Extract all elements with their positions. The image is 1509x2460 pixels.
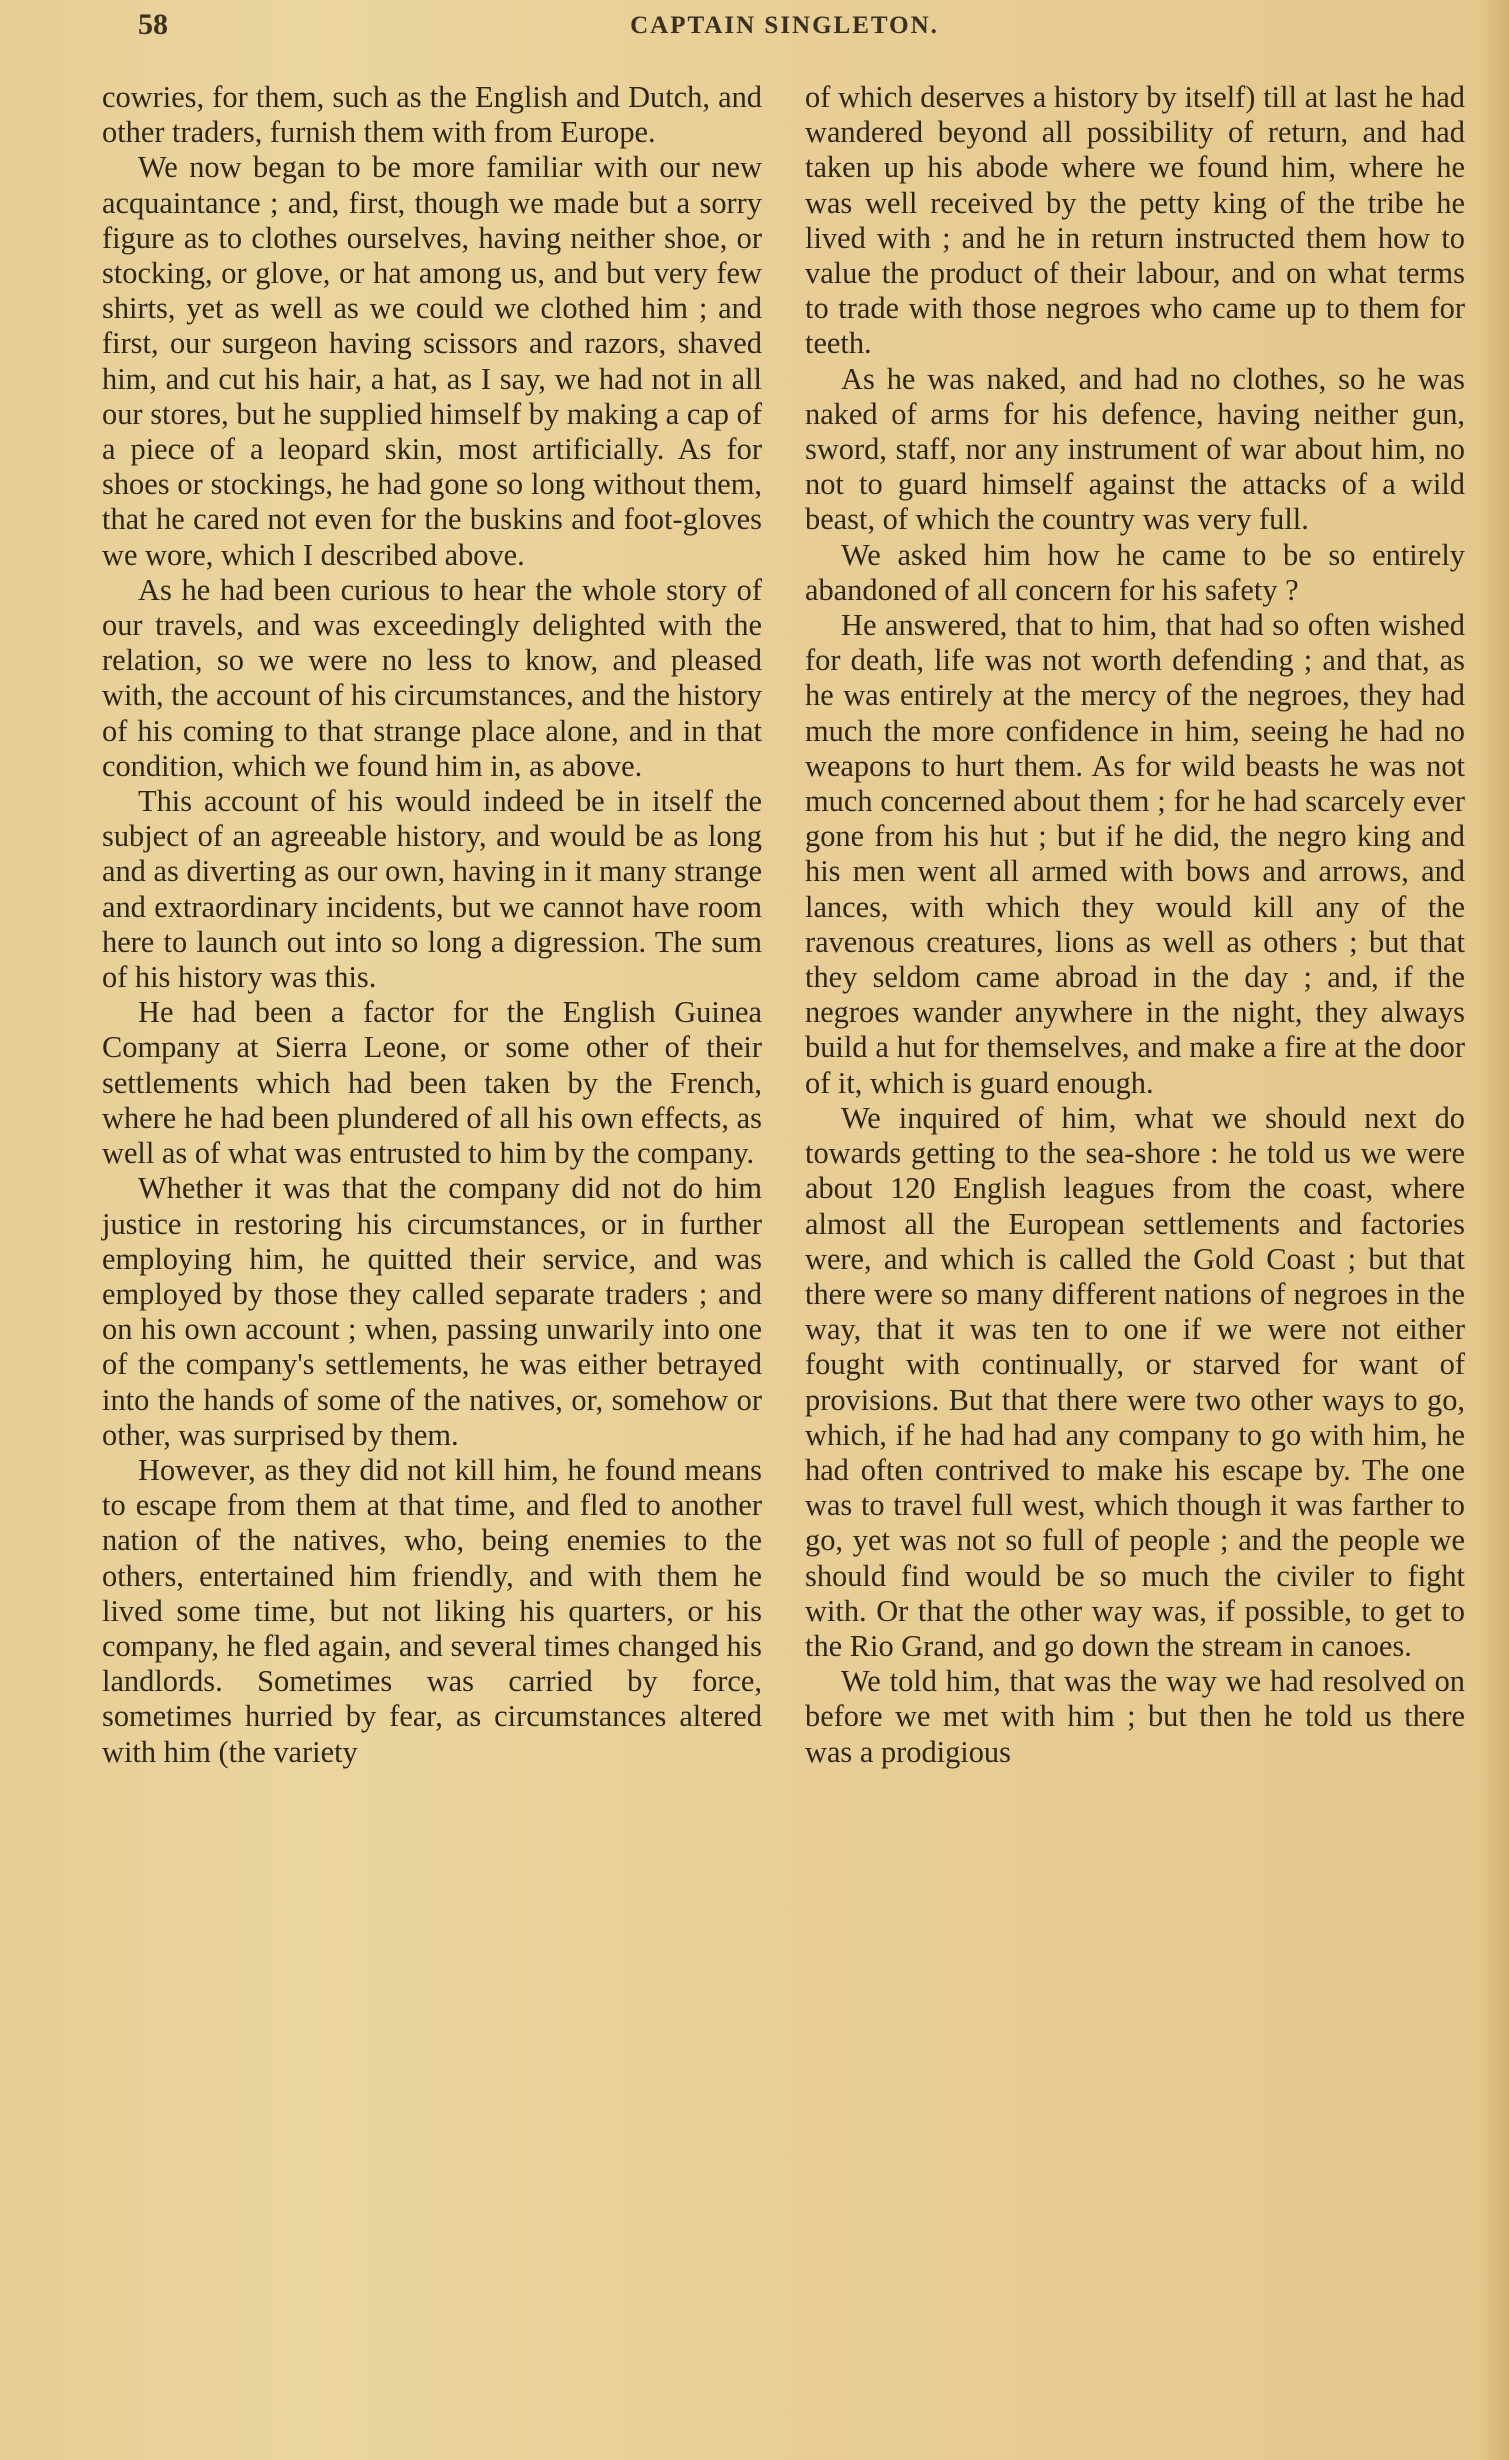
paragraph: We inquired of him, what we should next do towards getting to the sea-shore : he told us we were about 120 English leagues from the coast, where almost all the European settlements and factories were, and which is called the Gold Coast ; but that there were so many different nations of negroes in the way, that it was ten to one if we were not either fought with continually, or starved for want of provisions. But that there were two other ways to go, which, if he had had any company to go with him, he had often contrived to make his escape by. The one was to travel full west, which though it was farther to go, yet was not so full of people ; and the people we should find would be so much the civiler to fight with. Or that the other way was, if possible, to get to the Rio Grand, and go down the stream in canoes. [805, 1100, 1465, 1663]
running-title: CAPTAIN SINGLETON. [630, 12, 939, 39]
paragraph: He answered, that to him, that had so often wished for death, life was not worth defending ; and that, as he was entirely at the mercy of the negroes, they had much the more confidence in him, seeing he had no weapons to hurt them. As for wild beasts he was not much concerned about them ; for he had scarcely ever gone from his hut ; but if he did, the negro king and his men went all armed with bows and arrows, and lances, with which they would kill any of the ravenous creatures, lions as well as others ; but that they seldom came abroad in the day ; and, if the negroes wander anywhere in the night, they always build a hut for themselves, and make a fire at the door of it, which is guard enough. [805, 608, 1465, 1100]
paragraph: of which deserves a history by itself) till at last he had wandered beyond all possibility of return, and had taken up his abode where we found him, where he was well received by the petty king of the tribe he lived with ; and he in return instructed them how to value the product of their labour, and on what terms to trade with those negroes who came up to them for teeth. [805, 80, 1465, 361]
paragraph: He had been a factor for the English Guinea Company at Sierra Leone, or some other of their settlements which had been taken by the French, where he had been plundered of all his own effects, as well as of what was entrusted to him by the company. [102, 995, 762, 1171]
running-header [130, 8, 1439, 48]
page-number: 58 [138, 8, 168, 41]
paragraph: However, as they did not kill him, he found means to escape from them at that time, and fled to another nation of the natives, who, being enemies to the others, entertained him friendly, and with them he lived some time, but not liking his quarters, or his company, he fled again, and several times changed his landlords. Sometimes was carried by force, sometimes hurried by fear, as circumstances altered with him (the variety [102, 1452, 762, 1769]
paragraph: As he had been curious to hear the whole story of our travels, and was exceedingly delighted with the relation, so we were no less to know, and pleased with, the account of his circumstances, and the history of his coming to that strange place alone, and in that condition, which we found him in, as above. [102, 572, 762, 783]
left-column [102, 80, 762, 1770]
paragraph: Whether it was that the company did not do him justice in restoring his circumstances, or in further employing him, he quitted their service, and was employed by those they called separate traders ; and on his own account ; when, passing unwarily into one of the company's settlements, he was either betrayed into the hands of some of the natives, or, somehow or other, was surprised by them. [102, 1171, 762, 1452]
paragraph: We told him, that was the way we had resolved on before we met with him ; but then he told us there was a prodigious [805, 1664, 1465, 1769]
paragraph: As he was naked, and had no clothes, so he was naked of arms for his defence, having neither gun, sword, staff, nor any instrument of war about him, no not to guard himself against the attacks of a wild beast, of which the country was very full. [805, 361, 1465, 537]
right-column [805, 80, 1465, 1770]
paragraph: This account of his would indeed be in itself the subject of an agreeable history, and would be as long and as diverting as our own, having in it many strange and extraordinary incidents, but we cannot have room here to launch out into so long a digression. The sum of his history was this. [102, 784, 762, 995]
paragraph: We now began to be more familiar with our new acquaintance ; and, first, though we made but a sorry figure as to clothes ourselves, having neither shoe, or stocking, or glove, or hat among us, and but very few shirts, yet as well as we could we clothed him ; and first, our surgeon having scissors and razors, shaved him, and cut his hair, a hat, as I say, we had not in all our stores, but he supplied himself by making a cap of a piece of a leopard skin, most artificially. As for shoes or stockings, he had gone so long without them, that he cared not even for the buskins and foot-gloves we wore, which I described above. [102, 150, 762, 572]
paragraph: We asked him how he came to be so entirely abandoned of all concern for his safety ? [805, 537, 1465, 607]
page-edge-shadow [1479, 0, 1509, 2460]
paragraph: cowries, for them, such as the English and Dutch, and other traders, furnish them with from Europe. [102, 80, 762, 150]
